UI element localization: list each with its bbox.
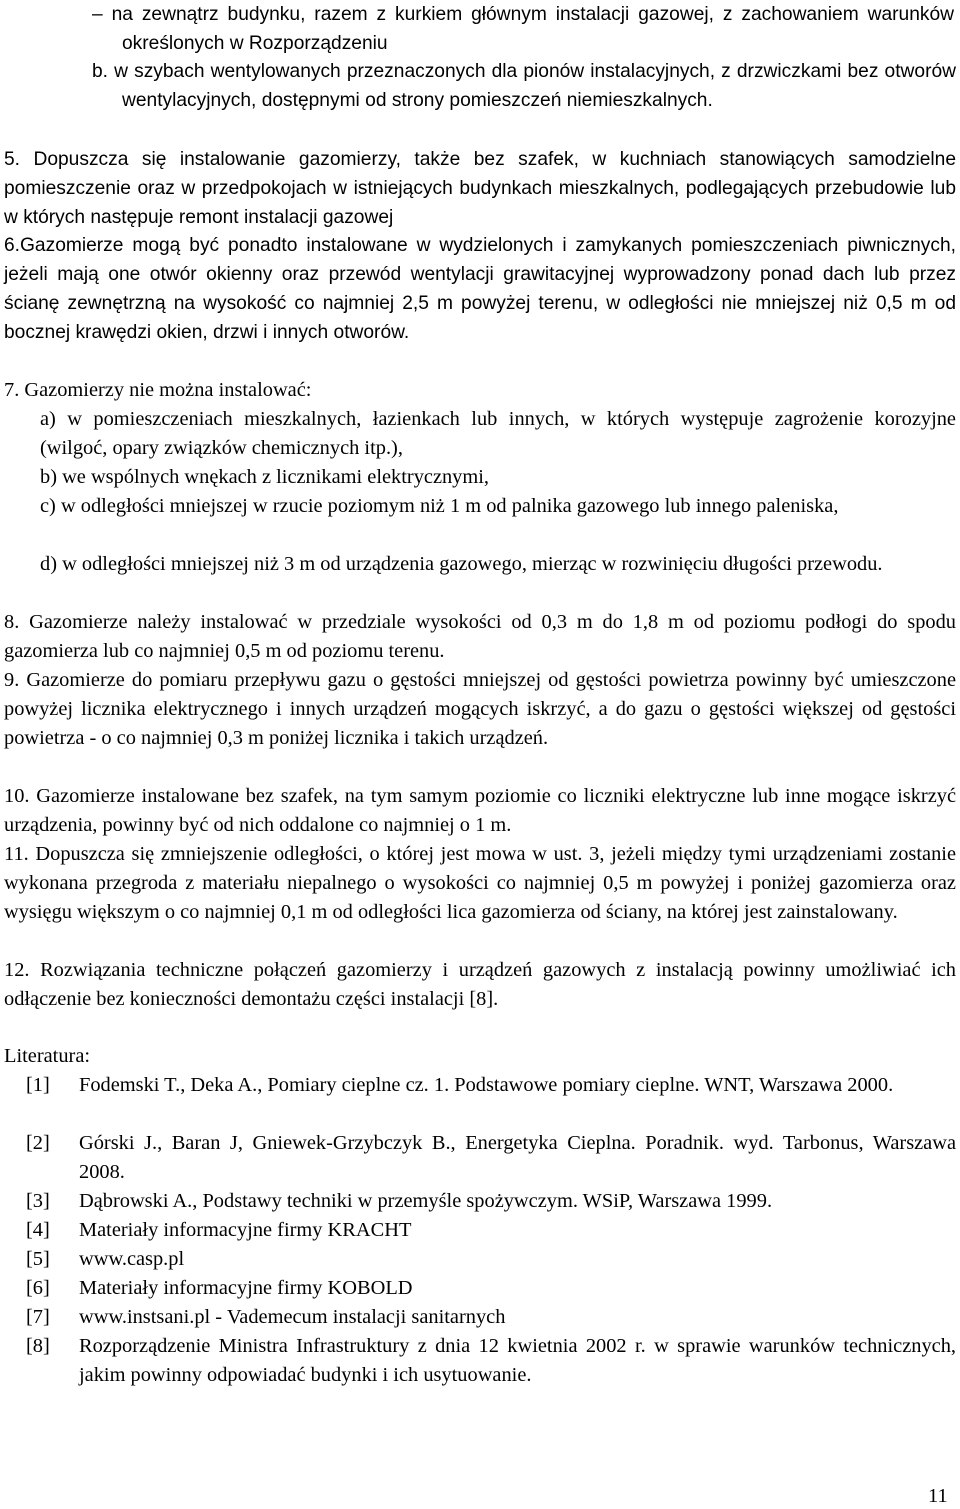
reference-item bbox=[26, 1071, 956, 1100]
reference-number: [5] bbox=[26, 1248, 50, 1270]
reference-number: [2] bbox=[26, 1132, 50, 1154]
reference-item bbox=[26, 1332, 956, 1390]
reference-text: Materiały informacyjne firmy KRACHT bbox=[79, 1219, 412, 1241]
list-item-b: b. w szybach wentylowanych przeznaczonych dla pionów instalacyjnych, z drzwiczkami bez otworów wentylacyjnych, dostępnymi od strony pomieszczeń niemieszkalnych. bbox=[92, 61, 956, 111]
paragraph-8: 8. Gazomierze należy instalować w przedziale wysokości od 0,3 m do 1,8 m od poziomu podłogi do spodu gazomierza lub co najmniej 0,5 m od poziomu terenu. bbox=[4, 611, 956, 662]
paragraph-7a: a) w pomieszczeniach mieszkalnych, łazienkach lub innych, w których występuje zagrożenie korozyjne (wilgoć, opary związków chemicznych itp.), bbox=[40, 408, 956, 459]
reference-item bbox=[26, 1274, 956, 1303]
paragraph-7: 7. Gazomierzy nie można instalować: bbox=[4, 379, 312, 401]
paragraph-11: 11. Dopuszcza się zmniejszenie odległości, o której jest mowa w ust. 3, jeżeli między tymi urządzeniami zostanie wykonana przegroda z materiału niepalnego o wysokości co najmniej 0,5 m powyżej i poniżej gazomierza oraz wysięgu większym o co najmniej 0,1 m od odległości lica gazomierza od ściany, na której jest zainstalowany. bbox=[4, 843, 956, 923]
reference-number: [6] bbox=[26, 1277, 50, 1299]
literature-heading: Literatura: bbox=[4, 1045, 91, 1067]
reference-item bbox=[26, 1129, 956, 1187]
paragraph-6: 6.Gazomierze mogą być ponadto instalowane w wydzielonych i zamykanych pomieszczeniach piwnicznych, jeżeli mają one otwór okienny oraz przewód wentylacji grawitacyjnej wyprowadzony ponad dach lub przez ścianę zewnętrzną na wysokość co najmniej 2,5 m powyżej terenu, w odległości nie mniejszej niż 0,5 m od bocznej krawędzi okien, drzwi i innych otworów. bbox=[4, 235, 956, 343]
paragraph-5: 5. Dopuszcza się instalowanie gazomierzy, także bez szafek, w kuchniach stanowiących samodzielne pomieszczenie oraz w przedpokojach w istniejących budynkach mieszkalnych, podlegających przebudowie lub w których następuje remont instalacji gazowej bbox=[4, 149, 956, 228]
reference-number: [1] bbox=[26, 1074, 50, 1096]
paragraph-7d: d) w odległości mniejszej niż 3 m od urządzenia gazowego, mierząc w rozwinięciu długości przewodu. bbox=[40, 553, 883, 575]
reference-item bbox=[26, 1216, 956, 1245]
reference-text: Rozporządzenie Ministra Infrastruktury z dnia 12 kwietnia 2002 r. w sprawie warunków technicznych, jakim powinny odpowiadać budynki i ich usytuowanie. bbox=[79, 1335, 956, 1386]
reference-item bbox=[26, 1187, 956, 1216]
paragraph-7b: b) we wspólnych wnękach z licznikami elektrycznymi, bbox=[40, 466, 490, 488]
list-item-dash: – na zewnątrz budynku, razem z kurkiem głównym instalacji gazowej, z zachowaniem warunków określonych w Rozporządzeniu bbox=[92, 4, 954, 54]
reference-text: www.instsani.pl - Vademecum instalacji sanitarnych bbox=[79, 1306, 506, 1328]
reference-text: Fodemski T., Deka A., Pomiary cieplne cz. 1. Podstawowe pomiary cieplne. WNT, Warszawa 2000. bbox=[79, 1074, 894, 1096]
reference-number: [3] bbox=[26, 1190, 50, 1212]
reference-text: Dąbrowski A., Podstawy techniki w przemyśle spożywczym. WSiP, Warszawa 1999. bbox=[79, 1190, 773, 1212]
reference-number: [8] bbox=[26, 1335, 50, 1357]
reference-text: Materiały informacyjne firmy KOBOLD bbox=[79, 1277, 413, 1299]
reference-item bbox=[26, 1245, 956, 1274]
reference-number: [7] bbox=[26, 1306, 50, 1328]
reference-item bbox=[26, 1303, 956, 1332]
page-number: 11 bbox=[928, 1485, 948, 1507]
reference-number: [4] bbox=[26, 1219, 50, 1241]
paragraph-12: 12. Rozwiązania techniczne połączeń gazomierzy i urządzeń gazowych z instalacją powinny umożliwiać ich odłączenie bez konieczności demontażu części instalacji [8]. bbox=[4, 959, 956, 1010]
reference-text: www.casp.pl bbox=[79, 1248, 185, 1270]
paragraph-10: 10. Gazomierze instalowane bez szafek, na tym samym poziomie co liczniki elektryczne lub inne mogące iskrzyć urządzenia, powinny być od nich oddalone co najmniej o 1 m. bbox=[4, 785, 956, 836]
reference-text: Górski J., Baran J, Gniewek-Grzybczyk B., Energetyka Cieplna. Poradnik. wyd. Tarbonus, Warszawa 2008. bbox=[79, 1132, 956, 1183]
paragraph-9: 9. Gazomierze do pomiaru przepływu gazu o gęstości mniejszej od gęstości powietrza powinny być umieszczone powyżej licznika elektrycznego i innych urządzeń mogących iskrzyć, a do gazu o gęstości większej od gęstości powietrza - o co najmniej 0,3 m poniżej licznika i takich urządzeń. bbox=[4, 669, 956, 749]
paragraph-7c: c) w odległości mniejszej w rzucie poziomym niż 1 m od palnika gazowego lub innego paleniska, bbox=[40, 495, 839, 517]
